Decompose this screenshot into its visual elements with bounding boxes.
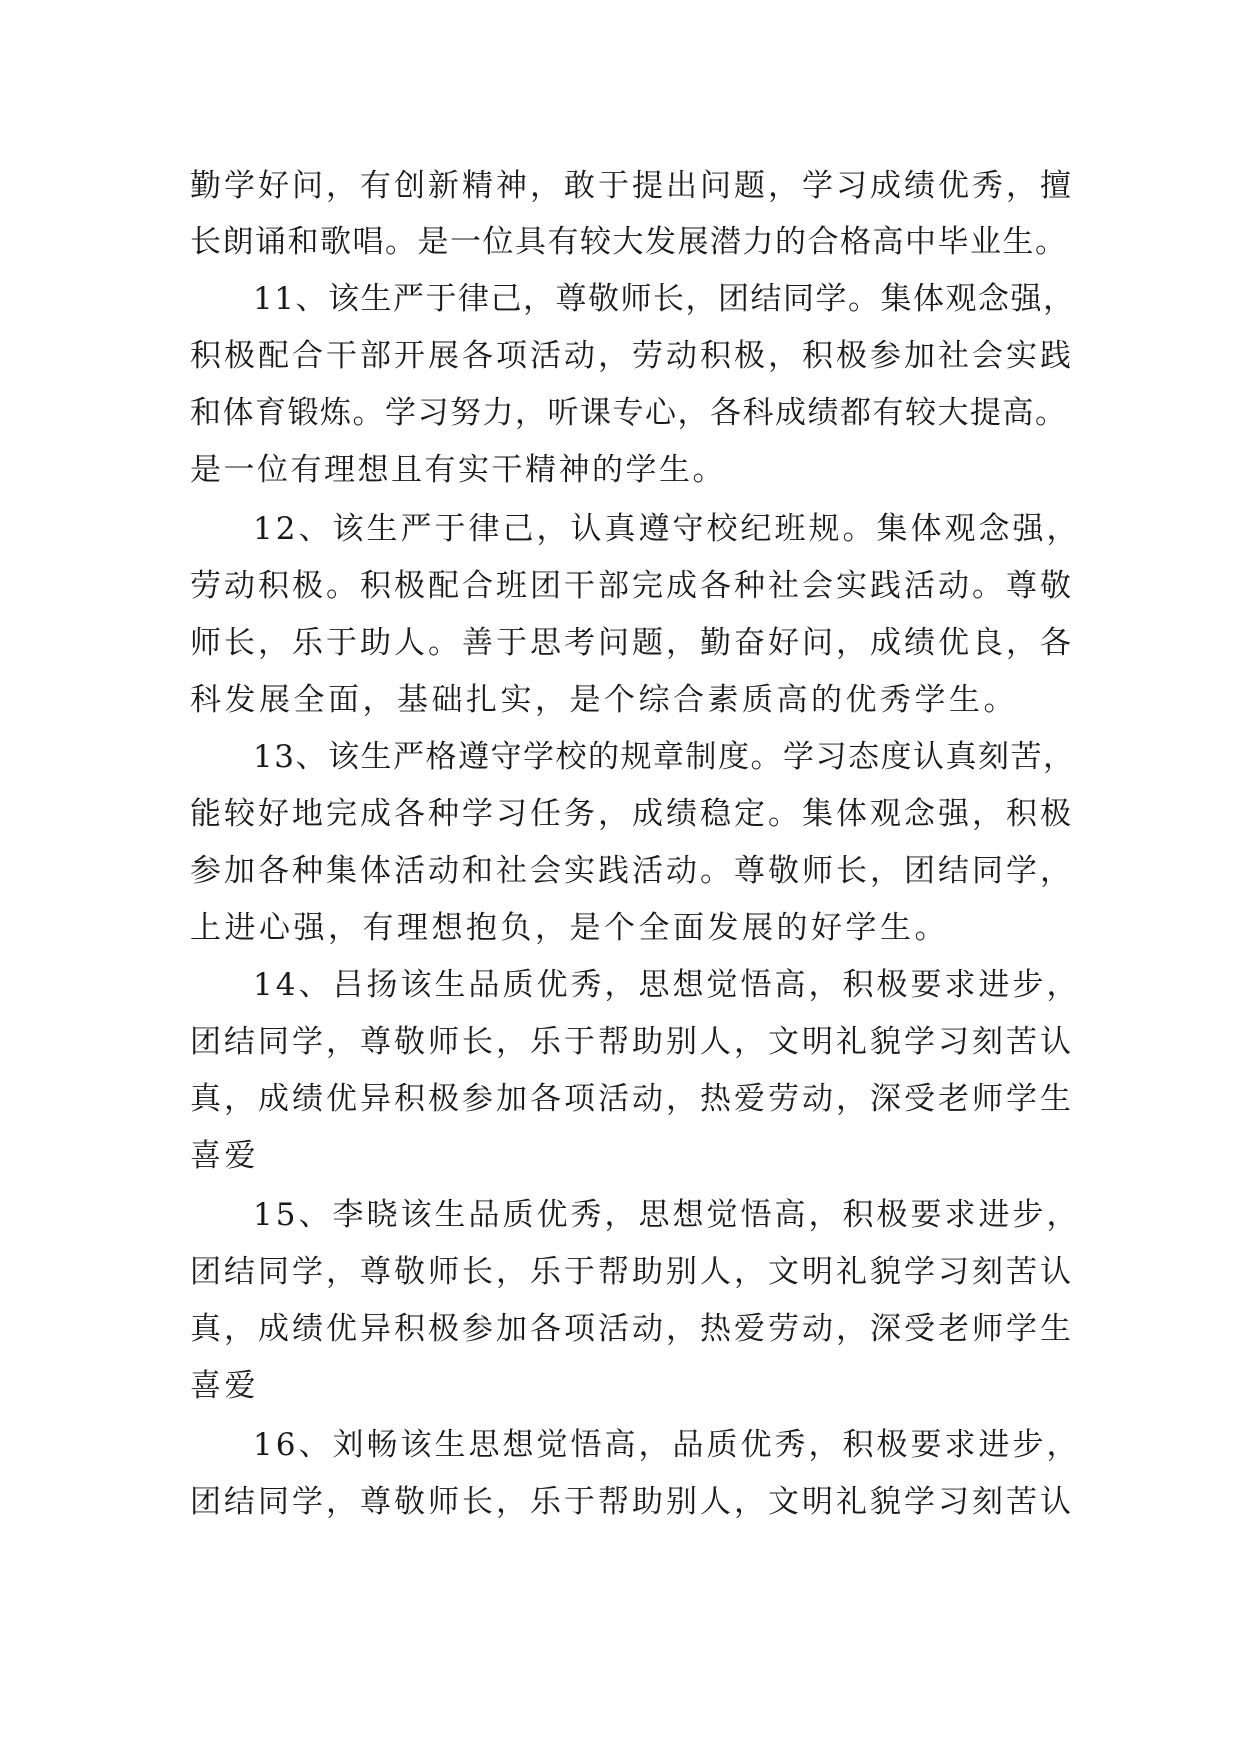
text-line (0, 563, 1241, 609)
text-line (0, 677, 1241, 723)
text-line (0, 1479, 1241, 1525)
text-line (0, 905, 1241, 951)
text-line-content: 是一位有理想且有实干精神的学生。 (190, 452, 726, 488)
text-line (0, 1019, 1241, 1065)
text-line (0, 1422, 1241, 1468)
text-line-content: 15、李晓该生品质优秀，思想觉悟高，积极要求进步， (253, 1197, 1081, 1233)
text-line-content: 上进心强，有理想抱负，是个全面发展的好学生。 (190, 910, 949, 946)
text-line (0, 163, 1241, 209)
text-line (0, 1192, 1241, 1238)
text-line-content: 真，成绩优异积极参加各项活动，热爱劳动，深受老师学生 (190, 1081, 1074, 1117)
text-line (0, 962, 1241, 1008)
text-line-content: 师长，乐于助人。善于思考问题，勤奋好问，成绩优良，各 (190, 625, 1074, 661)
text-line-content: 劳动积极。积极配合班团干部完成各种社会实践活动。尊敬 (190, 568, 1074, 604)
text-line (0, 848, 1241, 894)
text-line-content: 真，成绩优异积极参加各项活动，热爱劳动，深受老师学生 (190, 1311, 1074, 1347)
text-line (0, 620, 1241, 666)
text-line (0, 276, 1241, 322)
text-line-content: 勤学好问，有创新精神，敢于提出问题，学习成绩优秀，擅 (190, 168, 1074, 204)
text-line-content: 16、刘畅该生思想觉悟高，品质优秀，积极要求进步， (253, 1427, 1081, 1463)
text-line (0, 219, 1241, 265)
text-line (0, 1363, 1241, 1409)
text-line-content: 科发展全面，基础扎实，是个综合素质高的优秀学生。 (190, 682, 1018, 718)
text-line-content: 团结同学，尊敬师长，乐于帮助别人，文明礼貌学习刻苦认 (190, 1024, 1074, 1060)
text-line-content: 11、该生严于律己，尊敬师长，团结同学。集体观念强， (253, 281, 1076, 317)
text-line (0, 447, 1241, 493)
text-line-content: 能较好地完成各种学习任务，成绩稳定。集体观念强，积极 (190, 796, 1074, 832)
text-line-content: 团结同学，尊敬师长，乐于帮助别人，文明礼貌学习刻苦认 (190, 1484, 1074, 1520)
text-line-content: 喜爱 (190, 1138, 259, 1174)
text-line-content: 和体育锻炼。学习努力，听课专心，各科成绩都有较大提高。 (190, 395, 1068, 431)
text-line-content: 积极配合干部开展各项活动，劳动积极，积极参加社会实践 (190, 338, 1074, 374)
text-line (0, 1306, 1241, 1352)
text-line-content: 12、该生严于律己，认真遵守校纪班规。集体观念强， (253, 511, 1081, 547)
text-line (0, 1133, 1241, 1179)
text-line (0, 791, 1241, 837)
text-line-content: 喜爱 (190, 1368, 259, 1404)
text-line-content: 14、吕扬该生品质优秀，思想觉悟高，积极要求进步， (253, 967, 1081, 1003)
text-line (0, 506, 1241, 552)
text-line-content: 团结同学，尊敬师长，乐于帮助别人，文明礼貌学习刻苦认 (190, 1254, 1074, 1290)
text-line-content: 参加各种集体活动和社会实践活动。尊敬师长，团结同学， (190, 853, 1074, 889)
text-line (0, 333, 1241, 379)
text-line (0, 734, 1241, 780)
text-line (0, 1076, 1241, 1122)
text-line (0, 390, 1241, 436)
text-line-content: 长朗诵和歌唱。是一位具有较大发展潜力的合格高中毕业生。 (190, 224, 1068, 260)
text-line-content: 13、该生严格遵守学校的规章制度。学习态度认真刻苦， (253, 739, 1076, 775)
text-line (0, 1249, 1241, 1295)
